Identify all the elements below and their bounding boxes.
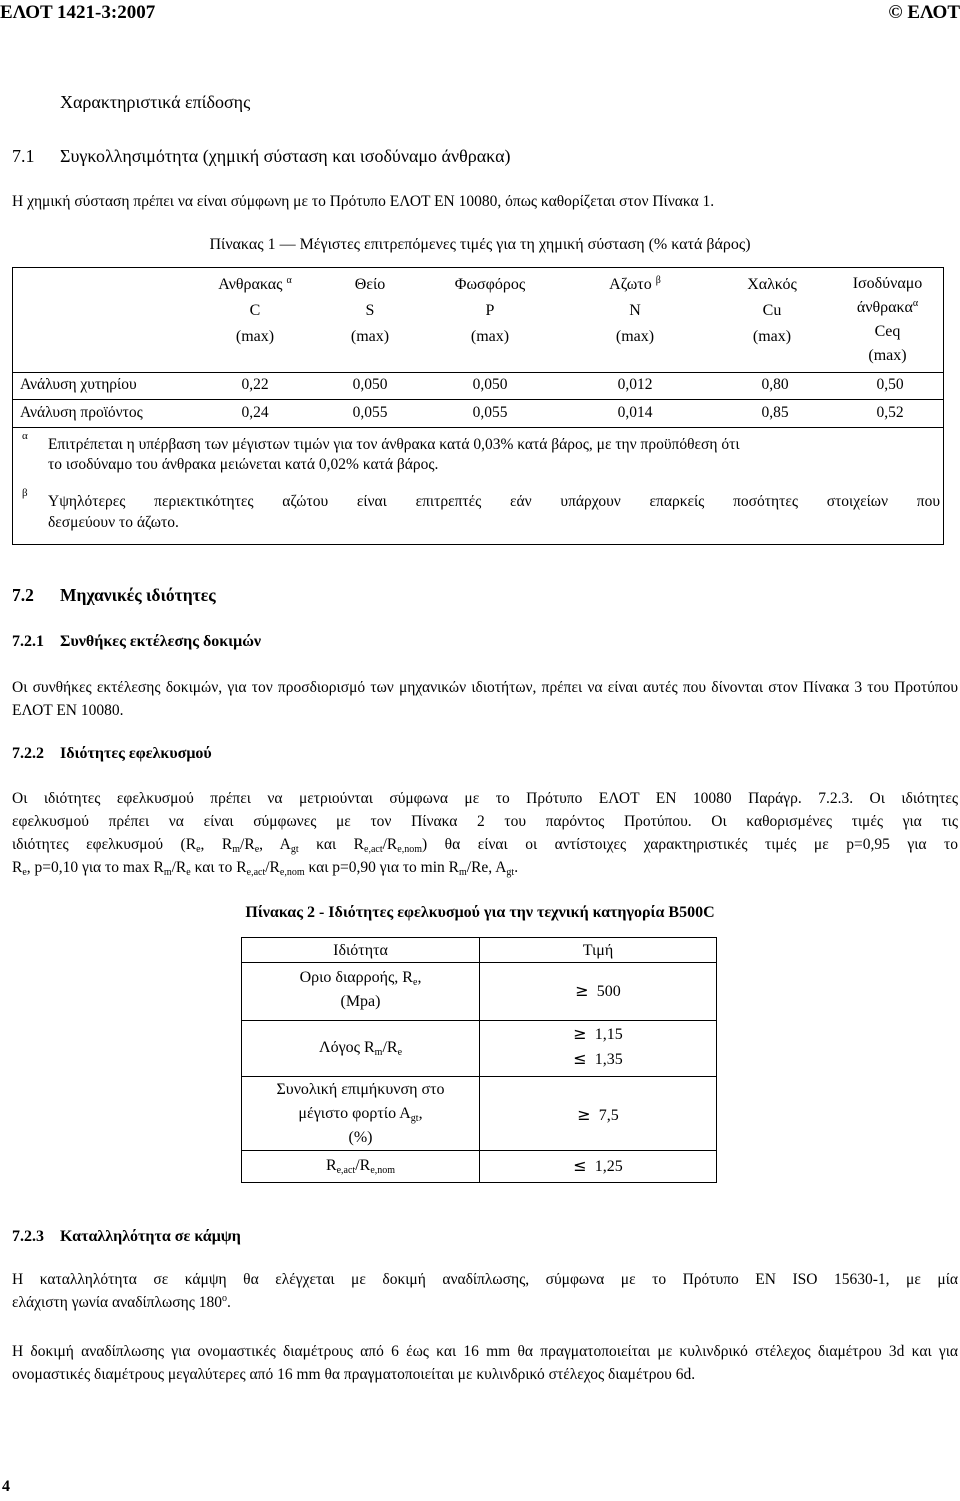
section-7-2-2-line-4: $R_e$, p=0,10 για το $\max R_m/R_e$ και το $R_{e,act}/R_{e,nom}$ και p=0,90 για το $\min R_m/Re$, $A_{gt}$. [12, 859, 519, 878]
greater-equal-icon: ≥ [573, 1024, 587, 1043]
table-cell-elongation: Συνολική επιμήκυνση στο μέγιστο φορτίο $A_{gt}$, (%) [276, 1081, 445, 1146]
greater-equal-icon: ≥ [575, 981, 589, 1000]
column-header-phosphorus: Φωσφόρος P (max) [454, 276, 526, 345]
table-row-label: Ανάλυση προϊόντος [20, 404, 143, 421]
table-cell: 0,22 [241, 376, 269, 393]
footnote-b-mark: β [22, 487, 28, 499]
table-cell-ratio-actual-value: ≤ 1,25 [573, 1156, 623, 1175]
section-7-2-3-title: Καταλληλότητα σε κάμψη [60, 1228, 241, 1245]
section-7-2-2-line-1: Οι ιδιότητες εφελκυσμού πρέπει να μετριούνται σύμφωνα με το Πρότυπο ΕΛΟΤ ΕΝ 10080 Παράγρ. 7.2.3. Οι ιδιότητες [12, 790, 958, 807]
table-1-caption: Πίνακας 1 — Μέγιστες επιτρεπόμενες τιμές για τη χημική σύσταση (% κατά βάρος) [209, 236, 751, 253]
column-header-property: Ιδιότητα [333, 942, 388, 959]
section-title: Χαρακτηριστικά επίδοσης [60, 92, 251, 112]
section-7-2-title: Μηχανικές ιδιότητες [60, 585, 216, 605]
section-7-2-1-number: 7.2.1 [12, 633, 44, 650]
footnote-b-line-2: δεσμεύουν το άζωτο. [48, 514, 179, 531]
column-header-sulphur: Θείο S (max) [350, 276, 390, 345]
table-cell: 0,52 [876, 404, 904, 421]
table-cell-yield-strength: Οριο διαρροής, $R_e$, (Mpa) [299, 969, 422, 1010]
column-header-nitrogen: Αζωτο $^\beta$ N (max) [609, 275, 661, 345]
less-equal-icon: ≤ [573, 1049, 587, 1068]
table-cell: 0,014 [617, 404, 653, 421]
section-7-2-3-line-1: Η καταλληλότητα σε κάμψη θα ελέγχεται με δοκιμή αναδίπλωσης, σύμφωνα με το Πρότυπο ΕΝ ISO 15630-1, με μία [12, 1271, 958, 1288]
section-7-1-title: Συγκολλησιμότητα (χημική σύσταση και ισοδύναμο άνθρακα) [60, 146, 511, 166]
table-1-row-rule [12, 399, 944, 400]
table-cell: 0,050 [352, 376, 388, 393]
table-cell-ratio-actual-nominal: $R_{e,act}/R_{e,nom}$ [325, 1157, 396, 1176]
section-7-2-3-line-2: ελάχιστη γωνία αναδίπλωσης $180^o$. [12, 1293, 231, 1311]
table-2-rule [241, 1182, 717, 1183]
table-1-header-rule [12, 372, 944, 373]
table-cell-ratio-values: ≥ 1,15 ≤ 1,35 [573, 1024, 623, 1068]
section-7-1-number: 7.1 [12, 146, 35, 166]
table-cell-yield-value: ≥ 500 [575, 981, 621, 1000]
section-7-2-number: 7.2 [12, 585, 34, 605]
section-7-2-3-paragraph-2: Η δοκιμή αναδίπλωσης για ονομαστικές διαμέτρους από 6 έως και 16 mm θα πραγματοποιείται με κυλινδρικό στέλεχος διαμέτρου 3d και για ονομαστικές διαμέτρους μεγαλύτερες από 16 mm θα πραγματοποιείται με κυλινδρικό στέλεχος διαμέτρου 6d. [12, 1343, 958, 1383]
column-header-carbon: Ανθρακας $^\alpha$ C (max) [218, 275, 292, 345]
table-cell: 0,055 [472, 404, 508, 421]
section-7-2-1-title: Συνθήκες εκτέλεσης δοκιμών [60, 633, 262, 650]
column-header-carbon-equivalent: Ισοδύναμο άνθρακα$^\alpha$ Ceq (max) [852, 275, 923, 364]
table-cell: 0,24 [241, 404, 269, 421]
section-7-2-2-line-3: ιδιότητες εφελκυσμού ($R_e$, $R_m/R_e$, $A_{gt}$ και $R_{e,act}/R_{e,nom}$) θα είναι οι αντίστοιχες χαρακτηριστικές τιμές με p=0,95 για το [12, 836, 958, 855]
table-2-rule [716, 937, 717, 1182]
table-row-label: Ανάλυση χυτηρίου [20, 376, 137, 393]
footnote-a-line-2: το ισοδύναμο του άνθρακα μειώνεται κατά 0,02% κατά βάρος. [48, 456, 439, 473]
table-cell: 0,50 [876, 376, 904, 393]
section-7-2-3-number: 7.2.3 [12, 1228, 44, 1245]
section-7-1-text: Η χημική σύσταση πρέπει να είναι σύμφωνη με το Πρότυπο ΕΛΟΤ ΕΝ 10080, όπως καθορίζεται στον Πίνακα 1. [12, 193, 715, 210]
table-cell: 0,050 [472, 376, 508, 393]
column-header-value: Τιμή [582, 942, 614, 959]
footnote-a-mark: α [22, 430, 28, 442]
footnote-b-line-1: Υψηλότερες περιεκτικότητες αζώτου είναι επιτρεπτές εάν υπάρχουν επαρκείς ποσότητες στοιχείων που [48, 493, 940, 510]
less-equal-icon: ≤ [573, 1156, 587, 1175]
table-1-body-rule [12, 427, 944, 428]
section-7-2-2-title: Ιδιότητες εφελκυσμού [60, 745, 212, 762]
table-2-caption: Πίνακας 2 - Ιδιότητες εφελκυσμού για την τεχνική κατηγορία Β500C [245, 904, 715, 921]
greater-equal-icon: ≥ [577, 1105, 591, 1124]
footnote-a-line-1: Επιτρέπεται η υπέρβαση των μέγιστων τιμών για τον άνθρακα κατά 0,03% κατά βάρος, με την προϋπόθεση ότι [48, 436, 740, 453]
section-7-2-2-line-2: εφελκυσμού πρέπει να είναι σύμφωνες με τον Πίνακα 2 του παρόντος Προτύπου. Οι καθορισμένες τιμές για τις [12, 813, 958, 830]
table-cell-ratio: Λόγος $R_m/R_e$ [318, 1039, 403, 1058]
table-cell-elongation-value: ≥ 7,5 [577, 1105, 619, 1124]
table-cell: 0,012 [617, 376, 653, 393]
section-7-2-1-text: Οι συνθήκες εκτέλεσης δοκιμών, για τον προσδιορισμό των μηχανικών ιδιοτήτων, πρέπει να είναι αυτές που δίνονται στον Πίνακα 3 του Προτύπου ΕΛΟΤ ΕΝ 10080. [12, 679, 958, 719]
section-7-2-2-number: 7.2.2 [12, 745, 44, 762]
page-number: 4 [2, 1478, 10, 1495]
table-cell: 0,055 [352, 404, 388, 421]
copyright-notice: © ΕΛΟΤ [888, 2, 960, 23]
table-cell: 0,85 [761, 404, 789, 421]
document-id: ΕΛΟΤ 1421-3:2007 [0, 2, 156, 23]
table-cell: 0,80 [761, 376, 789, 393]
column-header-copper: Χαλκός Cu (max) [747, 276, 797, 345]
